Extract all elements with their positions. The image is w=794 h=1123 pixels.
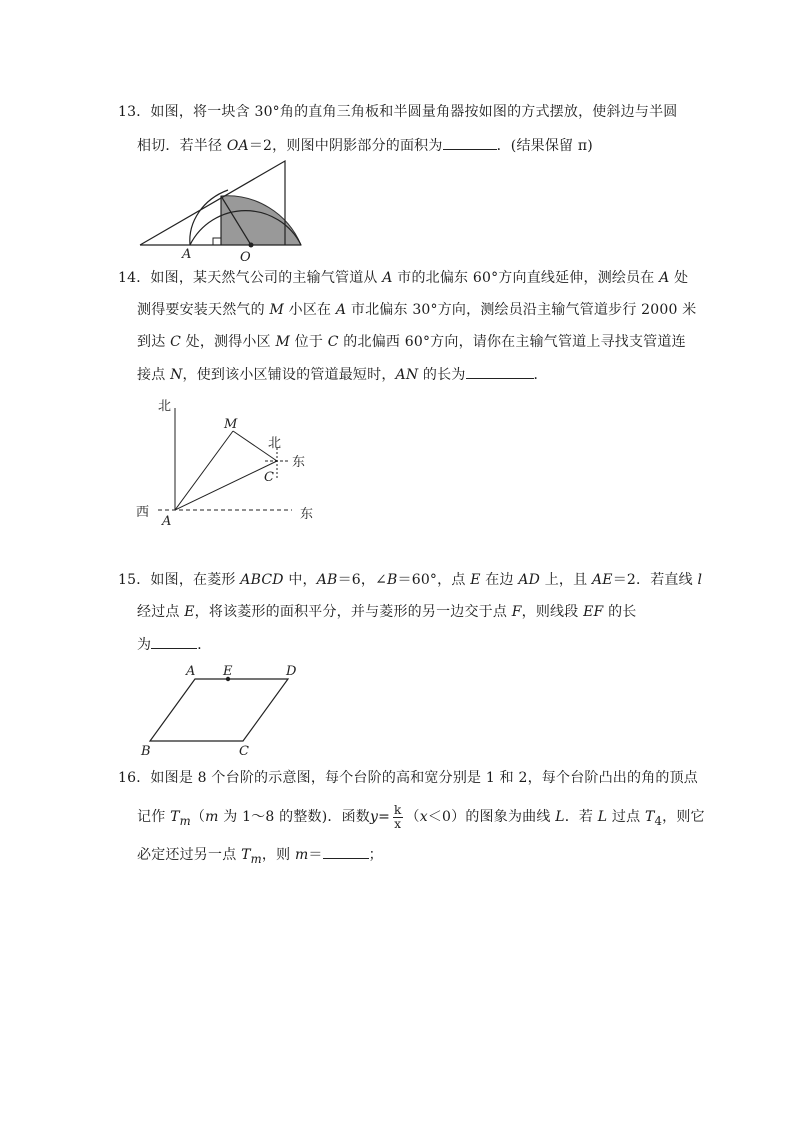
q16-text: ＜0）的图象为曲线 — [427, 809, 556, 825]
q16-text: ； — [368, 847, 383, 863]
var-m: M — [269, 302, 284, 318]
q16-text: （ — [190, 809, 206, 825]
q14-text: 处 — [669, 270, 689, 286]
q16-text: = — [378, 809, 391, 825]
var-x: x — [419, 809, 428, 825]
var-c: C — [170, 334, 181, 350]
var-b: B — [387, 572, 398, 588]
q15-text: 经过点 — [137, 604, 185, 620]
var-abcd: ABCD — [240, 572, 284, 588]
var-e: E — [470, 572, 481, 588]
q15-text: 上，且 — [540, 572, 592, 588]
var-t: T — [644, 809, 655, 825]
subscript-m: m — [179, 813, 191, 828]
q16-line-2 — [137, 800, 705, 838]
fraction-numerator: k — [394, 802, 402, 817]
q14-text: 如图，某天然气公司的主输气管道从 — [150, 270, 383, 286]
q14-text: ，使到该小区铺设的管道最短时， — [182, 367, 396, 383]
var-e: E — [184, 604, 195, 620]
q14-text: 市的北偏东 60°方向直线延伸，测绘员在 — [392, 270, 660, 286]
q16-text: ，则它 — [662, 809, 705, 825]
var-ad: AD — [518, 572, 541, 588]
q15-text: ＝6，∠ — [337, 572, 388, 588]
q16-text: 如图是 8 个台阶的示意图，每个台阶的高和宽分别是 1 和 2，每个台阶凸出的角的顶点 — [150, 770, 698, 786]
q16-text: ．若 — [564, 809, 598, 825]
q15-text: 的长 — [603, 604, 637, 620]
q16-line-1 — [118, 768, 698, 788]
label-north: 北 — [158, 399, 172, 414]
q15-text: ，将该菱形的面积平分，并与菱形的另一边交于点 — [194, 604, 512, 620]
q13-text: 相切．若半径 — [137, 138, 227, 154]
label-a: A — [162, 514, 172, 529]
q16-text: ＝ — [308, 847, 323, 863]
var-m: m — [205, 809, 219, 825]
q14-text: 接点 — [137, 367, 171, 383]
q15-text: ＝2．若直线 — [612, 572, 698, 588]
q14-text: 处，测得小区 — [180, 334, 276, 350]
q16-text: ，则 — [261, 847, 295, 863]
label-d: D — [286, 664, 297, 679]
label-north-c: 北 — [268, 436, 282, 451]
var-y: y — [370, 809, 379, 825]
label-east-c: 东 — [292, 455, 306, 470]
q16-text: 记作 — [137, 809, 171, 825]
q15-text: ． — [197, 637, 212, 653]
q16-line-3 — [137, 844, 383, 869]
subscript-m: m — [250, 851, 262, 866]
var-m: m — [294, 847, 309, 863]
q14-text: 测得要安装天然气的 — [137, 302, 270, 318]
subscript-4: 4 — [654, 813, 663, 828]
rhombus — [150, 679, 288, 741]
var-m: M — [275, 334, 291, 350]
q15-text: 为 — [137, 637, 152, 653]
q14-text: 的北偏西 60°方向，请你在主输气管道上寻找支管道连 — [338, 334, 686, 350]
var-an: AN — [395, 367, 419, 383]
q14-text: 位于 — [290, 334, 328, 350]
q14-text: 市北偏东 30°方向，测绘员沿主输气管道步行 2000 米 — [346, 302, 697, 318]
q14-text: 小区在 — [284, 302, 336, 318]
q13-text: 如图，将一块含 30°角的直角三角板和半圆量角器按如图的方式摆放，使斜边与半圆 — [150, 104, 678, 120]
var-t: T — [170, 809, 180, 825]
fraction-denominator: x — [394, 816, 402, 831]
var-c: C — [327, 334, 339, 350]
q16-text: 为 1～8 的整数)．函数 — [218, 809, 370, 825]
q14-text: 的长为 — [418, 367, 466, 383]
label-m: M — [224, 417, 238, 432]
var-l: L — [555, 809, 565, 825]
fraction-k-over-x — [393, 804, 402, 831]
var-f: F — [511, 604, 522, 620]
var-ae: AE — [591, 572, 613, 588]
q13-number: 13． — [118, 104, 151, 120]
q15-text: ＝60°，点 — [397, 572, 471, 588]
label-o: O — [240, 250, 251, 265]
q15-number: 15． — [118, 572, 151, 588]
var-l: l — [697, 572, 703, 588]
q13-text: ．(结果保留 π) — [496, 138, 593, 154]
label-c: C — [264, 470, 274, 485]
q16-text: （ — [405, 809, 420, 825]
q16-number: 16． — [118, 770, 151, 786]
label-east: 东 — [300, 507, 314, 522]
q16-text: 过点 — [607, 809, 645, 825]
q14-text: ． — [533, 367, 548, 383]
q15-text: 在边 — [480, 572, 519, 588]
label-e: E — [223, 664, 233, 679]
var-n: N — [170, 367, 183, 383]
var-oa: OA — [226, 138, 249, 154]
var-l: L — [597, 809, 608, 825]
label-a: A — [182, 247, 192, 262]
q14-text: 到达 — [137, 334, 171, 350]
q16-text: 必定还过另一点 — [137, 847, 242, 863]
var-a: A — [382, 270, 393, 286]
label-c: C — [239, 744, 249, 759]
var-ef: EF — [583, 604, 604, 620]
var-a: A — [335, 302, 347, 318]
q13-text: ＝2，则图中阴影部分的面积为 — [248, 138, 443, 154]
q14-number: 14． — [118, 270, 151, 286]
q15-text: 中， — [283, 572, 317, 588]
q15-text: 如图，在菱形 — [150, 572, 241, 588]
var-ab: AB — [316, 572, 338, 588]
var-t: T — [241, 847, 251, 863]
label-west: 西 — [136, 505, 150, 520]
label-a: A — [186, 664, 196, 679]
q15-text: ，则线段 — [521, 604, 584, 620]
answer-blank[interactable] — [323, 844, 369, 859]
label-b: B — [141, 744, 151, 759]
var-a: A — [659, 270, 670, 286]
